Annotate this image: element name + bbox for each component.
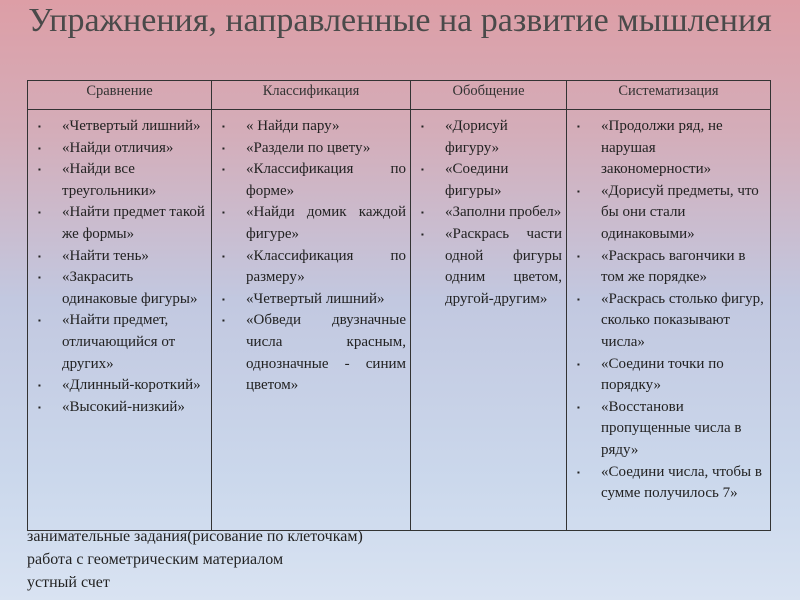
- list-item: ▪ «Восстанови пропущенные числа в ряду»: [567, 397, 766, 462]
- header-comparison: Сравнение: [28, 81, 212, 110]
- list-item: ▪ «Найти тень»: [28, 246, 207, 268]
- list-item: ▪ « Найди пару»: [212, 116, 406, 138]
- list-item: ▪ «Продолжи ряд, не нарушая закономерности»: [567, 116, 766, 181]
- list-item: ▪ «Соедини точки по порядку»: [567, 354, 766, 397]
- list-item: ▪ «Дорисуй фигуру»: [411, 116, 562, 159]
- column-classification: [212, 110, 411, 531]
- notes: [27, 525, 363, 594]
- list-item: ▪ «Заполни пробел»: [411, 202, 562, 224]
- note-item: занимательные задания(рисование по клеточкам): [27, 528, 363, 545]
- list-item: ▪ «Найди домик каждой фигуре»: [212, 202, 406, 245]
- list-item: ▪ «Соедини фигуры»: [411, 159, 562, 202]
- list-item: ▪ «Классификация по форме»: [212, 159, 406, 202]
- header-systematization: Систематизация: [567, 81, 771, 110]
- list-item: ▪ «Дорисуй предметы, что бы они стали одинаковыми»: [567, 181, 766, 246]
- list-item: ▪ «Найди отличия»: [28, 138, 207, 160]
- column-systematization: [567, 110, 771, 531]
- list-item: ▪ «Соедини числа, чтобы в сумме получилось 7»: [567, 462, 766, 505]
- list-item: ▪ «Закрасить одинаковые фигуры»: [28, 267, 207, 310]
- column-comparison: [28, 110, 212, 531]
- list-item: ▪ «Раздели по цвету»: [212, 138, 406, 160]
- list-item: ▪ «Классификация по размеру»: [212, 246, 406, 289]
- list-item: ▪ «Раскрась столько фигур, сколько показывают числа»: [567, 289, 766, 354]
- header-generalization: Обобщение: [411, 81, 567, 110]
- list-item: ▪ «Четвертый лишний»: [28, 116, 207, 138]
- list-item: ▪ «Длинный-короткий»: [28, 375, 207, 397]
- list-item: ▪ «Высокий-низкий»: [28, 397, 207, 419]
- list-item: ▪ «Найти предмет, отличающийся от других»: [28, 310, 207, 375]
- note-item: работа с геометрическим материалом: [27, 551, 284, 568]
- header-classification: Классификация: [212, 81, 411, 110]
- list-item: ▪ «Обведи двузначные числа красным, однозначные - синим цветом»: [212, 310, 406, 396]
- column-generalization: [411, 110, 567, 531]
- list-item: ▪ «Четвертый лишний»: [212, 289, 406, 311]
- note-item: устный счет: [27, 574, 110, 591]
- list-item: ▪ «Найти предмет такой же формы»: [28, 202, 207, 245]
- list-item: ▪ «Найди все треугольники»: [28, 159, 207, 202]
- exercises-table: [27, 80, 771, 531]
- list-item: ▪ «Раскрась вагончики в том же порядке»: [567, 246, 766, 289]
- list-item: ▪ «Раскрась части одной фигуры одним цветом, другой-другим»: [411, 224, 562, 310]
- slide-title: Упражнения, направленные на развитие мышления: [28, 2, 772, 39]
